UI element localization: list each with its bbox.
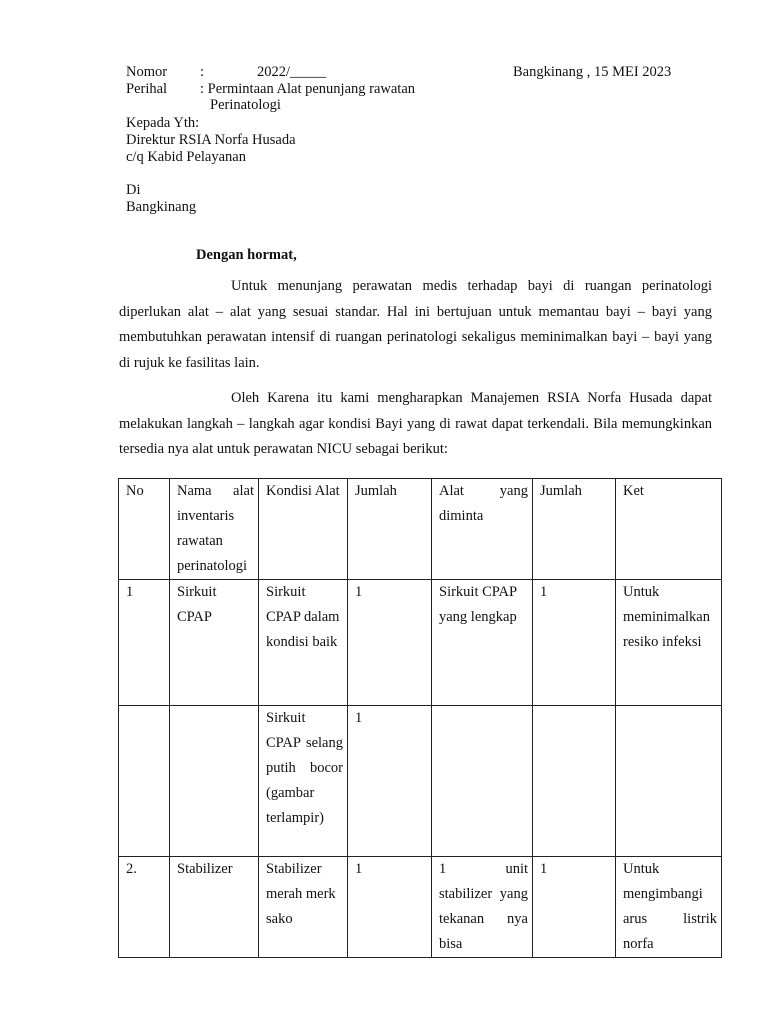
table-header-row [119, 479, 722, 580]
header-cell: Alat yang diminta [432, 479, 533, 580]
table-cell [170, 706, 259, 857]
table-cell: Untuk meminimalkan resiko infeksi [616, 580, 722, 706]
table-cell: Sirkuit CPAP selang putih bocor (gambar terlampir) [259, 706, 348, 857]
table-cell [616, 706, 722, 857]
place-date: Bangkinang , 15 MEI 2023 [513, 64, 672, 80]
table-cell: 1 [348, 580, 432, 706]
header-cell: Nama alat inventaris rawatan perinatologi [170, 479, 259, 580]
header-cell: Jumlah [348, 479, 432, 580]
table-row [119, 706, 722, 857]
table-cell: 1 [348, 857, 432, 958]
header-cell: Kondisi Alat [259, 479, 348, 580]
table-cell: 1 [533, 857, 616, 958]
nomor-colon: : [200, 64, 205, 80]
table-cell [119, 706, 170, 857]
table-cell: 1 [533, 580, 616, 706]
nomor-value: 2022/_____ [257, 64, 327, 80]
table-cell [533, 706, 616, 857]
equipment-table [118, 478, 722, 958]
greeting: Dengan hormat, [196, 247, 297, 263]
table-cell: Stabilizer merah merk sako [259, 857, 348, 958]
table-cell [432, 706, 533, 857]
paragraph-2: Oleh Karena itu kami mengharapkan Manajemen RSIA Norfa Husada dapat melakukan langkah – langkah agar kondisi Bayi yang di rawat dapat terkendali. Bila memungkinkan tersedia nya alat untuk perawatan NICU sebagai berikut: [119, 390, 712, 457]
table-cell: 1 [348, 706, 432, 857]
table-cell: Sirkuit CPAP dalam kondisi baik [259, 580, 348, 706]
perihal-label: Perihal [126, 81, 168, 97]
table-row [119, 857, 722, 958]
city: Bangkinang [126, 199, 197, 215]
table-cell: Sirkuit CPAP [170, 580, 259, 706]
header-cell: Ket [616, 479, 722, 580]
nomor-label: Nomor [126, 64, 168, 80]
table-cell: 2. [119, 857, 170, 958]
kepada-label: Kepada Yth: [126, 115, 200, 131]
table-cell: 1 [119, 580, 170, 706]
table-cell: 1 unit stabilizer yang tekanan nya bisa [432, 857, 533, 958]
table-row [119, 580, 722, 706]
recipient-line-1: Direktur RSIA Norfa Husada [126, 132, 296, 148]
table-cell: Sirkuit CPAP yang lengkap [432, 580, 533, 706]
recipient-line-2: c/q Kabid Pelayanan [126, 149, 246, 165]
perihal-value-continued: Perinatologi [210, 97, 281, 113]
table-cell: Stabilizer [170, 857, 259, 958]
header-cell: Jumlah [533, 479, 616, 580]
paragraph-1: Untuk menunjang perawatan medis terhadap bayi di ruangan perinatologi diperlukan alat – alat yang sesuai standar. Hal ini bertujuan untuk memantau bayi – bayi yang membutuhkan perawatan intensif di ruangan perinatologi sekaligus meminimalkan bayi – bayi yang di rujuk ke fasilitas lain. [119, 278, 712, 371]
di-label: Di [126, 182, 141, 198]
header-cell: No [119, 479, 170, 580]
table-cell: Untuk mengimbangi arus listrik norfa [616, 857, 722, 958]
perihal-value: : Permintaan Alat penunjang rawatan [200, 81, 416, 97]
